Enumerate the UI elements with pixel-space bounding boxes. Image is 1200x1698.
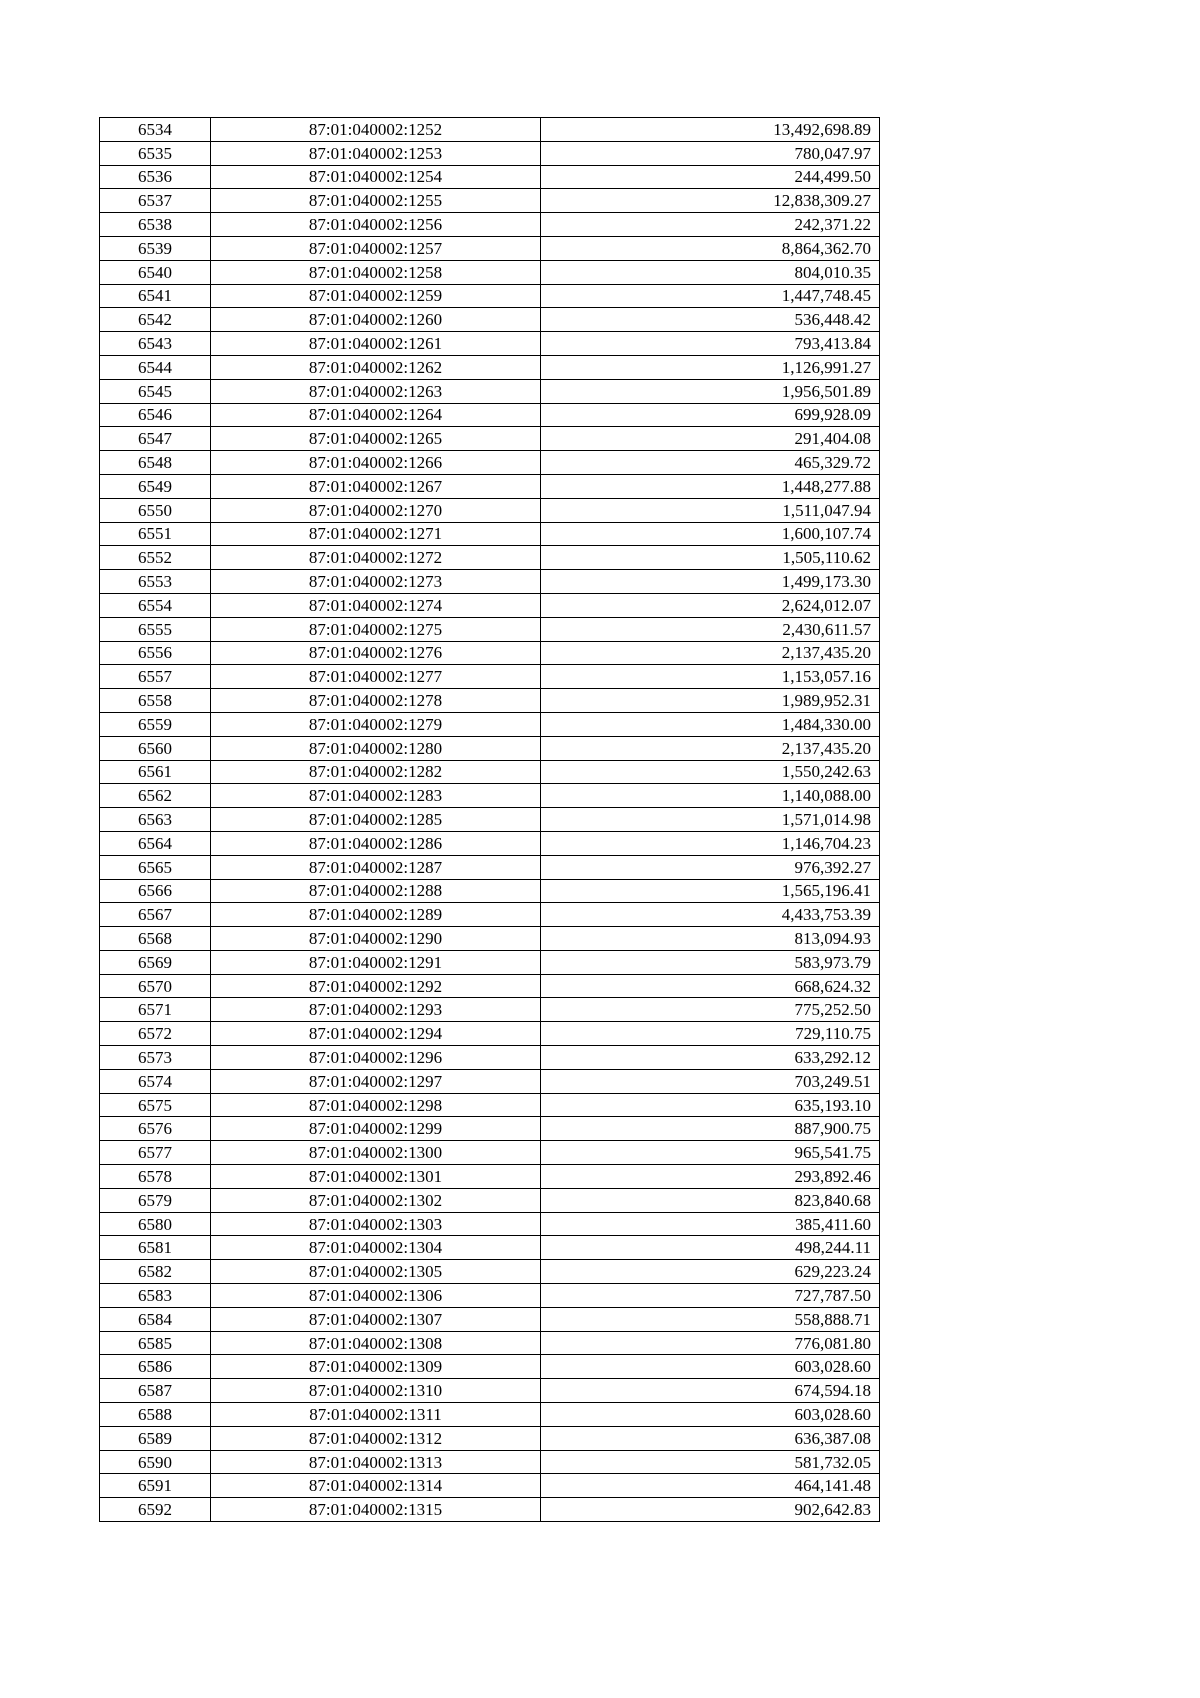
table-row (100, 998, 880, 1022)
table-row (100, 236, 880, 260)
table-row (100, 308, 880, 332)
cadastral-number-cell: 87:01:040002:1310 (211, 1379, 541, 1403)
cadastral-number-cell: 87:01:040002:1303 (211, 1212, 541, 1236)
table-row (100, 1379, 880, 1403)
cadastral-number-cell: 87:01:040002:1300 (211, 1141, 541, 1165)
value-cell: 668,624.32 (541, 974, 880, 998)
cadastral-number-cell: 87:01:040002:1301 (211, 1165, 541, 1189)
row-number-cell: 6537 (100, 189, 211, 213)
table-row (100, 1165, 880, 1189)
row-number-cell: 6552 (100, 546, 211, 570)
table-row (100, 1307, 880, 1331)
value-cell: 581,732.05 (541, 1450, 880, 1474)
table-row (100, 284, 880, 308)
table-row (100, 1141, 880, 1165)
cadastral-number-cell: 87:01:040002:1290 (211, 927, 541, 951)
row-number-cell: 6578 (100, 1165, 211, 1189)
row-number-cell: 6574 (100, 1069, 211, 1093)
value-cell: 465,329.72 (541, 451, 880, 475)
row-number-cell: 6564 (100, 831, 211, 855)
value-cell: 1,505,110.62 (541, 546, 880, 570)
row-number-cell: 6579 (100, 1188, 211, 1212)
cadastral-number-cell: 87:01:040002:1305 (211, 1260, 541, 1284)
cadastral-number-cell: 87:01:040002:1272 (211, 546, 541, 570)
table-row (100, 1188, 880, 1212)
value-cell: 1,153,057.16 (541, 665, 880, 689)
row-number-cell: 6538 (100, 213, 211, 237)
cadastral-number-cell: 87:01:040002:1308 (211, 1331, 541, 1355)
value-cell: 385,411.60 (541, 1212, 880, 1236)
value-cell: 498,244.11 (541, 1236, 880, 1260)
table-row (100, 712, 880, 736)
value-cell: 775,252.50 (541, 998, 880, 1022)
value-cell: 2,137,435.20 (541, 736, 880, 760)
table-row (100, 879, 880, 903)
cadastral-number-cell: 87:01:040002:1258 (211, 260, 541, 284)
cadastral-number-cell: 87:01:040002:1309 (211, 1355, 541, 1379)
cadastral-number-cell: 87:01:040002:1288 (211, 879, 541, 903)
table-row (100, 1403, 880, 1427)
table-row (100, 189, 880, 213)
cadastral-number-cell: 87:01:040002:1291 (211, 950, 541, 974)
table-row (100, 1426, 880, 1450)
value-cell: 1,511,047.94 (541, 498, 880, 522)
table-row (100, 1474, 880, 1498)
cadastral-number-cell: 87:01:040002:1278 (211, 689, 541, 713)
cadastral-number-cell: 87:01:040002:1271 (211, 522, 541, 546)
row-number-cell: 6588 (100, 1403, 211, 1427)
row-number-cell: 6568 (100, 927, 211, 951)
table-row (100, 760, 880, 784)
row-number-cell: 6553 (100, 570, 211, 594)
table-row (100, 355, 880, 379)
value-cell: 703,249.51 (541, 1069, 880, 1093)
cadastral-number-cell: 87:01:040002:1260 (211, 308, 541, 332)
table-row (100, 736, 880, 760)
row-number-cell: 6583 (100, 1284, 211, 1308)
row-number-cell: 6556 (100, 641, 211, 665)
cadastral-number-cell: 87:01:040002:1270 (211, 498, 541, 522)
table-row (100, 570, 880, 594)
cadastral-number-cell: 87:01:040002:1273 (211, 570, 541, 594)
value-cell: 1,146,704.23 (541, 831, 880, 855)
value-cell: 727,787.50 (541, 1284, 880, 1308)
table-row (100, 808, 880, 832)
table-row (100, 950, 880, 974)
value-cell: 464,141.48 (541, 1474, 880, 1498)
row-number-cell: 6536 (100, 165, 211, 189)
table-row (100, 1331, 880, 1355)
table-row (100, 1069, 880, 1093)
row-number-cell: 6576 (100, 1117, 211, 1141)
table-row (100, 141, 880, 165)
cadastral-number-cell: 87:01:040002:1252 (211, 118, 541, 142)
row-number-cell: 6548 (100, 451, 211, 475)
value-cell: 1,565,196.41 (541, 879, 880, 903)
table-row (100, 403, 880, 427)
row-number-cell: 6590 (100, 1450, 211, 1474)
row-number-cell: 6587 (100, 1379, 211, 1403)
value-cell: 804,010.35 (541, 260, 880, 284)
cadastral-number-cell: 87:01:040002:1257 (211, 236, 541, 260)
cadastral-number-cell: 87:01:040002:1302 (211, 1188, 541, 1212)
value-cell: 976,392.27 (541, 855, 880, 879)
row-number-cell: 6555 (100, 617, 211, 641)
cadastral-value-table (99, 117, 880, 1522)
cadastral-number-cell: 87:01:040002:1285 (211, 808, 541, 832)
value-cell: 583,973.79 (541, 950, 880, 974)
cadastral-number-cell: 87:01:040002:1286 (211, 831, 541, 855)
row-number-cell: 6534 (100, 118, 211, 142)
cadastral-number-cell: 87:01:040002:1279 (211, 712, 541, 736)
value-cell: 1,140,088.00 (541, 784, 880, 808)
value-cell: 1,447,748.45 (541, 284, 880, 308)
value-cell: 1,448,277.88 (541, 474, 880, 498)
row-number-cell: 6572 (100, 1022, 211, 1046)
value-cell: 2,624,012.07 (541, 593, 880, 617)
value-cell: 1,600,107.74 (541, 522, 880, 546)
table-row (100, 451, 880, 475)
value-cell: 674,594.18 (541, 1379, 880, 1403)
row-number-cell: 6580 (100, 1212, 211, 1236)
value-cell: 536,448.42 (541, 308, 880, 332)
value-cell: 633,292.12 (541, 1046, 880, 1070)
value-cell: 1,989,952.31 (541, 689, 880, 713)
table-row (100, 665, 880, 689)
row-number-cell: 6586 (100, 1355, 211, 1379)
value-cell: 1,484,330.00 (541, 712, 880, 736)
row-number-cell: 6544 (100, 355, 211, 379)
value-cell: 2,430,611.57 (541, 617, 880, 641)
table-row (100, 927, 880, 951)
table-row (100, 1212, 880, 1236)
cadastral-number-cell: 87:01:040002:1296 (211, 1046, 541, 1070)
table-row (100, 1236, 880, 1260)
value-cell: 1,550,242.63 (541, 760, 880, 784)
value-cell: 729,110.75 (541, 1022, 880, 1046)
row-number-cell: 6577 (100, 1141, 211, 1165)
value-cell: 699,928.09 (541, 403, 880, 427)
table-row (100, 641, 880, 665)
row-number-cell: 6582 (100, 1260, 211, 1284)
value-cell: 603,028.60 (541, 1355, 880, 1379)
value-cell: 780,047.97 (541, 141, 880, 165)
value-cell: 1,499,173.30 (541, 570, 880, 594)
table-row (100, 474, 880, 498)
cadastral-number-cell: 87:01:040002:1280 (211, 736, 541, 760)
row-number-cell: 6573 (100, 1046, 211, 1070)
cadastral-number-cell: 87:01:040002:1256 (211, 213, 541, 237)
value-cell: 887,900.75 (541, 1117, 880, 1141)
row-number-cell: 6551 (100, 522, 211, 546)
cadastral-number-cell: 87:01:040002:1306 (211, 1284, 541, 1308)
row-number-cell: 6575 (100, 1093, 211, 1117)
table-row (100, 784, 880, 808)
table-row (100, 1284, 880, 1308)
row-number-cell: 6591 (100, 1474, 211, 1498)
value-cell: 635,193.10 (541, 1093, 880, 1117)
table-row (100, 546, 880, 570)
table-row (100, 593, 880, 617)
cadastral-number-cell: 87:01:040002:1289 (211, 903, 541, 927)
row-number-cell: 6547 (100, 427, 211, 451)
cadastral-number-cell: 87:01:040002:1297 (211, 1069, 541, 1093)
row-number-cell: 6557 (100, 665, 211, 689)
value-cell: 823,840.68 (541, 1188, 880, 1212)
value-cell: 8,864,362.70 (541, 236, 880, 260)
cadastral-number-cell: 87:01:040002:1254 (211, 165, 541, 189)
cadastral-number-cell: 87:01:040002:1313 (211, 1450, 541, 1474)
table-body (100, 118, 880, 1522)
value-cell: 558,888.71 (541, 1307, 880, 1331)
value-cell: 293,892.46 (541, 1165, 880, 1189)
cadastral-number-cell: 87:01:040002:1274 (211, 593, 541, 617)
table-row (100, 855, 880, 879)
row-number-cell: 6539 (100, 236, 211, 260)
value-cell: 2,137,435.20 (541, 641, 880, 665)
row-number-cell: 6541 (100, 284, 211, 308)
row-number-cell: 6560 (100, 736, 211, 760)
table-row (100, 1117, 880, 1141)
value-cell: 12,838,309.27 (541, 189, 880, 213)
row-number-cell: 6535 (100, 141, 211, 165)
table-row (100, 1450, 880, 1474)
value-cell: 291,404.08 (541, 427, 880, 451)
row-number-cell: 6561 (100, 760, 211, 784)
row-number-cell: 6542 (100, 308, 211, 332)
cadastral-number-cell: 87:01:040002:1255 (211, 189, 541, 213)
row-number-cell: 6585 (100, 1331, 211, 1355)
row-number-cell: 6562 (100, 784, 211, 808)
value-cell: 13,492,698.89 (541, 118, 880, 142)
value-cell: 902,642.83 (541, 1498, 880, 1522)
cadastral-number-cell: 87:01:040002:1294 (211, 1022, 541, 1046)
row-number-cell: 6550 (100, 498, 211, 522)
table-row (100, 1355, 880, 1379)
value-cell: 4,433,753.39 (541, 903, 880, 927)
table-row (100, 213, 880, 237)
table-row (100, 1093, 880, 1117)
value-cell: 1,956,501.89 (541, 379, 880, 403)
table-row (100, 903, 880, 927)
cadastral-number-cell: 87:01:040002:1298 (211, 1093, 541, 1117)
table-row (100, 260, 880, 284)
cadastral-number-cell: 87:01:040002:1262 (211, 355, 541, 379)
row-number-cell: 6589 (100, 1426, 211, 1450)
value-cell: 793,413.84 (541, 332, 880, 356)
row-number-cell: 6581 (100, 1236, 211, 1260)
row-number-cell: 6558 (100, 689, 211, 713)
cadastral-number-cell: 87:01:040002:1299 (211, 1117, 541, 1141)
cadastral-number-cell: 87:01:040002:1276 (211, 641, 541, 665)
table-row (100, 332, 880, 356)
table-row (100, 165, 880, 189)
cadastral-number-cell: 87:01:040002:1261 (211, 332, 541, 356)
cadastral-number-cell: 87:01:040002:1265 (211, 427, 541, 451)
value-cell: 776,081.80 (541, 1331, 880, 1355)
table-row (100, 498, 880, 522)
value-cell: 965,541.75 (541, 1141, 880, 1165)
cadastral-number-cell: 87:01:040002:1282 (211, 760, 541, 784)
cadastral-number-cell: 87:01:040002:1263 (211, 379, 541, 403)
table-row (100, 427, 880, 451)
cadastral-number-cell: 87:01:040002:1307 (211, 1307, 541, 1331)
cadastral-number-cell: 87:01:040002:1287 (211, 855, 541, 879)
cadastral-number-cell: 87:01:040002:1275 (211, 617, 541, 641)
row-number-cell: 6565 (100, 855, 211, 879)
cadastral-number-cell: 87:01:040002:1315 (211, 1498, 541, 1522)
cadastral-number-cell: 87:01:040002:1253 (211, 141, 541, 165)
row-number-cell: 6566 (100, 879, 211, 903)
table-row (100, 831, 880, 855)
row-number-cell: 6571 (100, 998, 211, 1022)
cadastral-number-cell: 87:01:040002:1266 (211, 451, 541, 475)
value-cell: 244,499.50 (541, 165, 880, 189)
row-number-cell: 6584 (100, 1307, 211, 1331)
table-row (100, 974, 880, 998)
cadastral-number-cell: 87:01:040002:1283 (211, 784, 541, 808)
cadastral-number-cell: 87:01:040002:1314 (211, 1474, 541, 1498)
table-row (100, 1046, 880, 1070)
row-number-cell: 6543 (100, 332, 211, 356)
value-cell: 629,223.24 (541, 1260, 880, 1284)
table-row (100, 1260, 880, 1284)
row-number-cell: 6549 (100, 474, 211, 498)
value-cell: 1,571,014.98 (541, 808, 880, 832)
row-number-cell: 6592 (100, 1498, 211, 1522)
value-cell: 603,028.60 (541, 1403, 880, 1427)
table-row (100, 118, 880, 142)
row-number-cell: 6554 (100, 593, 211, 617)
row-number-cell: 6569 (100, 950, 211, 974)
cadastral-number-cell: 87:01:040002:1267 (211, 474, 541, 498)
cadastral-number-cell: 87:01:040002:1259 (211, 284, 541, 308)
row-number-cell: 6546 (100, 403, 211, 427)
row-number-cell: 6559 (100, 712, 211, 736)
value-cell: 1,126,991.27 (541, 355, 880, 379)
row-number-cell: 6570 (100, 974, 211, 998)
cadastral-number-cell: 87:01:040002:1277 (211, 665, 541, 689)
cadastral-number-cell: 87:01:040002:1311 (211, 1403, 541, 1427)
cadastral-number-cell: 87:01:040002:1264 (211, 403, 541, 427)
value-cell: 242,371.22 (541, 213, 880, 237)
table-row (100, 689, 880, 713)
row-number-cell: 6563 (100, 808, 211, 832)
table-row (100, 522, 880, 546)
cadastral-number-cell: 87:01:040002:1312 (211, 1426, 541, 1450)
table-row (100, 617, 880, 641)
table-row (100, 1498, 880, 1522)
table-row (100, 1022, 880, 1046)
row-number-cell: 6545 (100, 379, 211, 403)
table-row (100, 379, 880, 403)
value-cell: 813,094.93 (541, 927, 880, 951)
cadastral-number-cell: 87:01:040002:1293 (211, 998, 541, 1022)
row-number-cell: 6567 (100, 903, 211, 927)
value-cell: 636,387.08 (541, 1426, 880, 1450)
cadastral-number-cell: 87:01:040002:1304 (211, 1236, 541, 1260)
cadastral-number-cell: 87:01:040002:1292 (211, 974, 541, 998)
row-number-cell: 6540 (100, 260, 211, 284)
